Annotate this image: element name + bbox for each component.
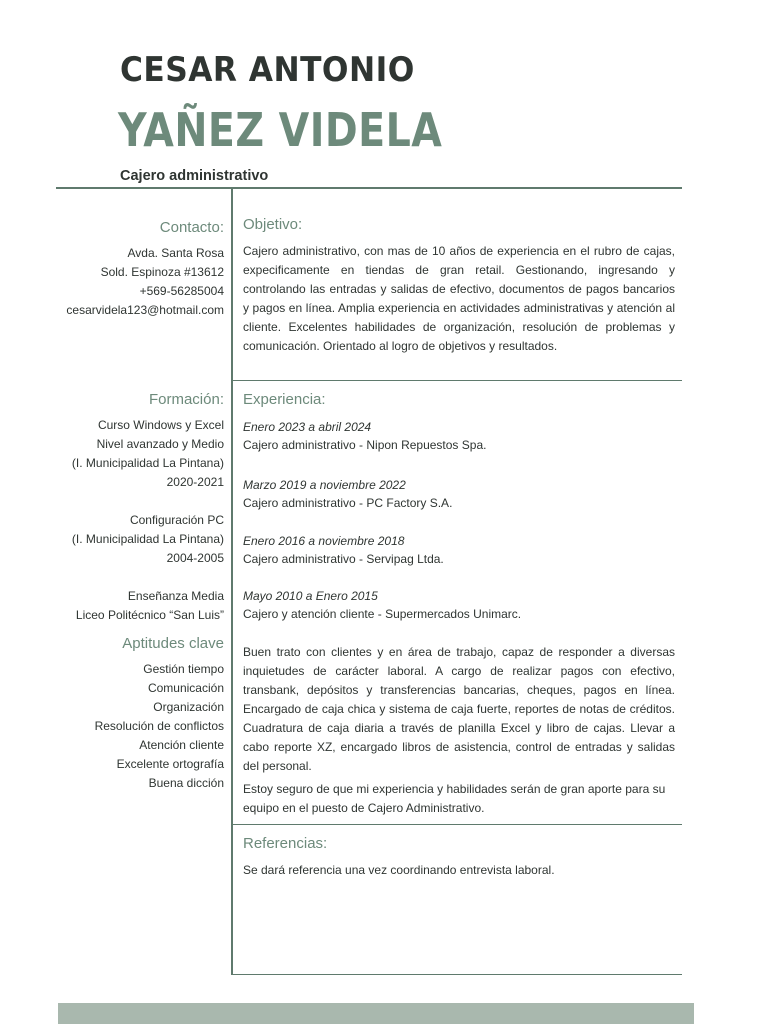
column-divider [231,189,233,975]
job-entry-1 [243,418,486,454]
contact-title: Contacto: [159,219,224,236]
education-line: Enseñanza Media [127,589,224,603]
contact-section [66,218,224,320]
objective-text: Cajero administrativo, con mas de 10 años de experiencia en el rubro de cajas, expecificamente en tiendas de gran retail. Gestionando, ingresando y controlando las entradas y salidas de efectivo, documentos de pagos bancarios y pagos en línea. Amplia experiencia en actividades administrativas y atención al cliente. Excelentes habilidades de organización, resolución de problemas y comunicación. Orientado al logro de objetivos y resultados. [243,244,675,353]
job-entry-3 [243,532,444,568]
education-line: Nivel avanzado y Medio [96,437,224,451]
job-title: Cajero administrativo - PC Factory S.A. [243,496,453,510]
education-item-2 [72,511,224,568]
references-title: Referencias: [243,835,328,852]
experience-divider [233,824,682,825]
footer-bar [58,1003,694,1024]
contact-email: cesarvidela123@hotmail.com [66,303,224,317]
candidate-last-names: YAÑEZ VIDELA [118,103,443,157]
references-divider [233,974,682,975]
education-title: Formación: [148,391,224,408]
contact-address-line-1: Avda. Santa Rosa [127,246,224,260]
skill-item: Buena dicción [148,776,224,790]
job-title: Cajero y atención cliente - Supermercados Unimarc. [243,607,522,621]
objective-divider [233,380,682,381]
skill-item: Atención cliente [139,738,224,752]
job-date: Marzo 2019 a noviembre 2022 [243,478,406,492]
job-entry-4 [243,587,521,623]
skill-item: Resolución de conflictos [94,719,224,733]
skill-item: Excelente ortografía [116,757,224,771]
skills-title: Aptitudes clave [122,635,224,652]
contact-address-line-2: Sold. Espinoza #13612 [100,265,224,279]
candidate-role: Cajero administrativo [120,168,269,184]
education-item-3 [72,587,224,625]
header-divider [56,187,682,189]
education-line: Configuración PC [129,513,224,527]
experience-summary: Buen trato con clientes y en área de trabajo, capaz de responder a diversas inquietudes de carácter laboral. A cargo de realizar pagos con efectivo, transbank, depósitos y transferencias bancarias, cheques, pagos en línea. Encargado de caja chica y sistema de caja fuerte, reportes de notas de créditos. Cuadratura de caja diaria a través de planilla Excel y libro de cajas. Llevar a cabo reporte XZ, encargado libros de asistencia, control de entradas y salidas del personal. [243,645,675,773]
job-title: Cajero administrativo - Servipag Ltda. [243,552,444,566]
contact-phone: +569-56285004 [139,284,224,298]
education-line: Liceo Politécnico “San Luis” [75,608,224,622]
skill-item: Organización [153,700,224,714]
skill-item: Gestión tiempo [143,662,224,676]
job-date: Mayo 2010 a Enero 2015 [243,589,378,603]
experience-title: Experiencia: [243,391,326,408]
objective-title: Objetivo: [243,216,303,233]
education-line: 2004-2005 [166,551,224,565]
education-section [72,390,224,625]
education-line: 2020-2021 [166,475,224,489]
education-line: Curso Windows y Excel [97,418,224,432]
education-item-1 [72,416,224,492]
closing-statement: Estoy seguro de que mi experiencia y habilidades serán de gran aporte para su equipo en el puesto de Cajero Administrativo. [243,782,666,815]
education-line: (I. Municipalidad La Pintana) [71,532,224,546]
education-line: (I. Municipalidad La Pintana) [71,456,224,470]
job-title: Cajero administrativo - Nipon Repuestos Spa. [243,438,487,452]
job-date: Enero 2016 a noviembre 2018 [243,534,405,548]
job-date: Enero 2023 a abril 2024 [243,420,372,434]
job-entry-2 [243,476,452,512]
references-text: Se dará referencia una vez coordinando entrevista laboral. [243,863,555,877]
skill-item: Comunicación [147,681,224,695]
skills-section [95,634,224,793]
candidate-first-names: CESAR ANTONIO [120,50,415,90]
